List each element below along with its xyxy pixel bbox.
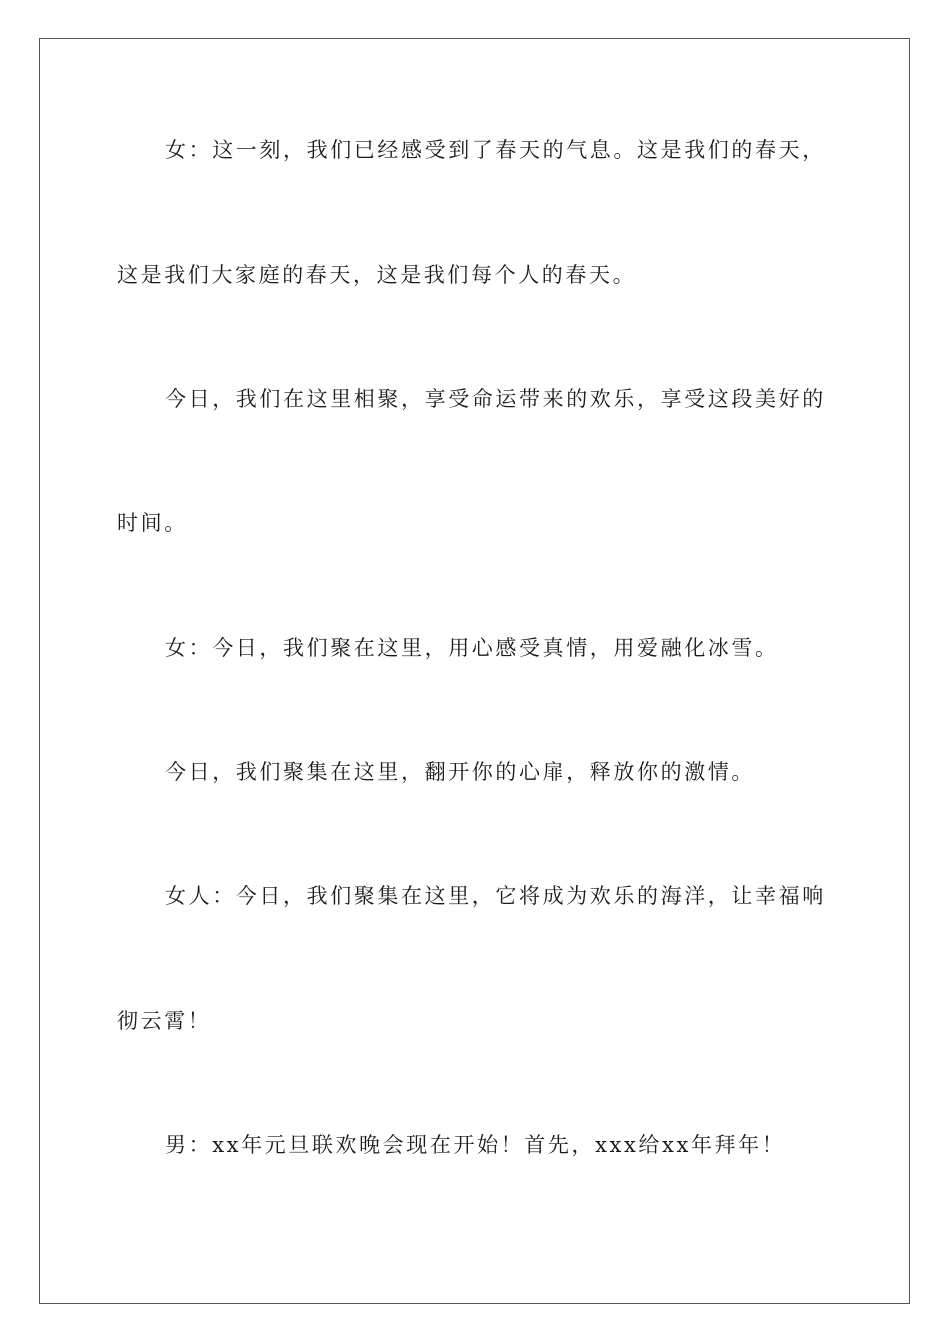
paragraph-5-line-2: 彻云霄！ bbox=[117, 1009, 212, 1033]
paragraph-1-line-1: 女：这一刻，我们已经感受到了春天的气息。这是我们的春天， bbox=[165, 138, 826, 162]
paragraph-5-line-1: 女人：今日，我们聚集在这里，它将成为欢乐的海洋，让幸福响 bbox=[165, 884, 826, 908]
paragraph-1-line-2: 这是我们大家庭的春天，这是我们每个人的春天。 bbox=[117, 263, 637, 287]
page-border bbox=[39, 38, 910, 1304]
paragraph-2-line-1: 今日，我们在这里相聚，享受命运带来的欢乐，享受这段美好的 bbox=[165, 387, 826, 411]
paragraph-2-line-2: 时间。 bbox=[117, 511, 188, 535]
paragraph-4: 今日，我们聚集在这里，翻开你的心扉，释放你的激情。 bbox=[165, 760, 755, 784]
paragraph-6: 男：xx年元旦联欢晚会现在开始！首先，xxx给xx年拜年！ bbox=[165, 1133, 786, 1157]
paragraph-3: 女：今日，我们聚在这里，用心感受真情，用爱融化冰雪。 bbox=[165, 636, 779, 660]
